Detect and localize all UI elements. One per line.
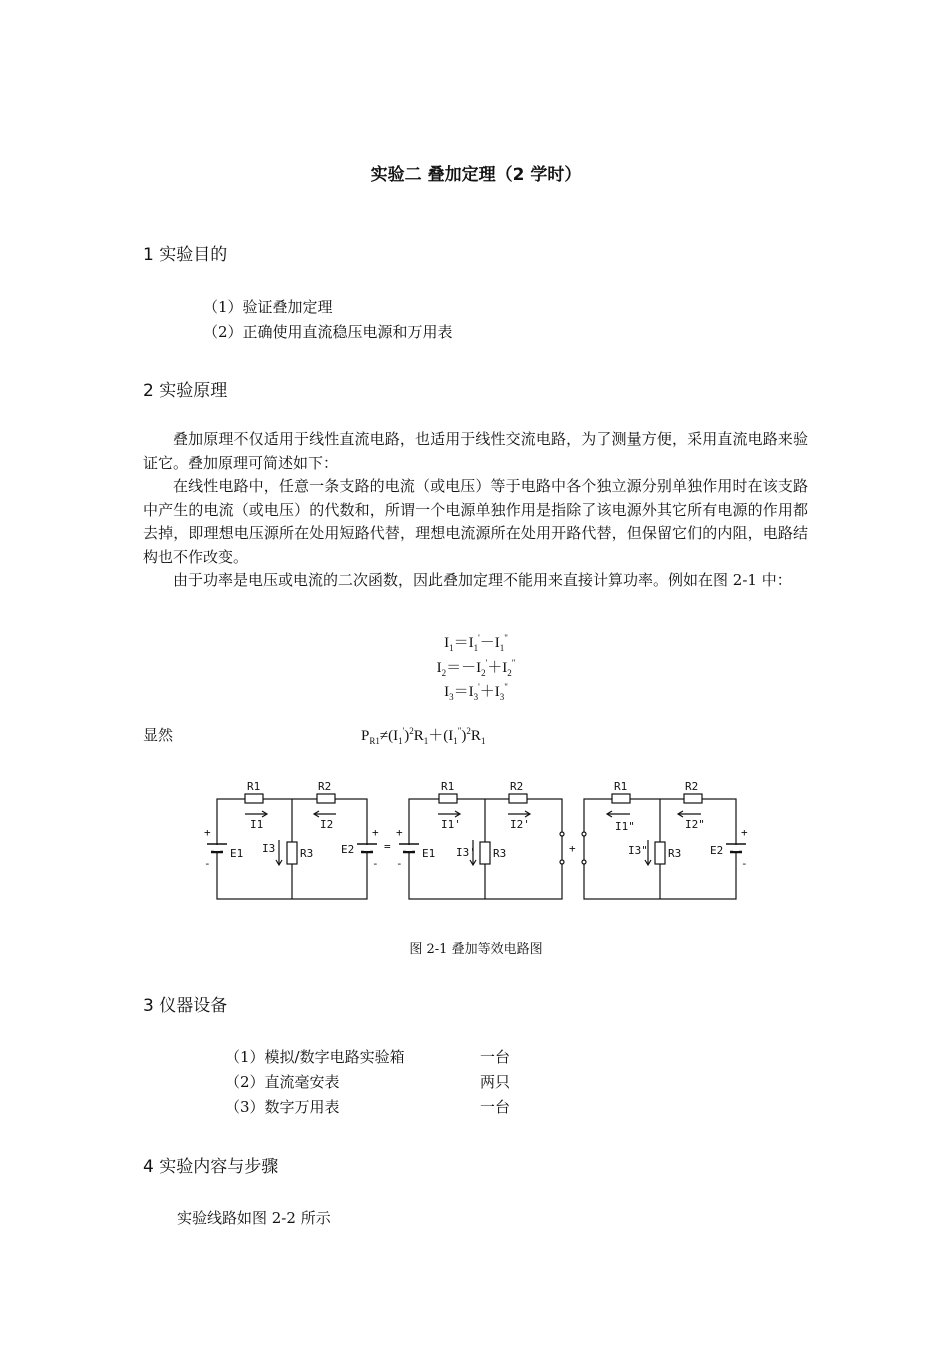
s2-paragraph-3: 由于功率是电压或电流的二次函数，因此叠加定理不能用来直接计算功率。例如在图 2-1 中： <box>173 571 792 589</box>
svg-text:-: - <box>396 857 403 870</box>
label-i2-double-prime: I2" <box>685 818 705 831</box>
svg-text:R1: R1 <box>614 780 628 793</box>
svg-text:R2: R2 <box>510 780 524 793</box>
svg-text:+: + <box>741 826 748 839</box>
s4-text: 实验线路如图 2-2 所示 <box>177 1209 331 1227</box>
circuit-e1-only <box>396 780 565 899</box>
equipment-3-qty: 一台 <box>480 1098 511 1116</box>
svg-text:E1: E1 <box>422 847 436 860</box>
s1-item-2: （2）正确使用直流稳压电源和万用表 <box>203 323 453 341</box>
svg-text:+: + <box>372 826 379 839</box>
figure-caption: 图 2-1 叠加等效电路图 <box>409 942 543 957</box>
equation-3: $I_3=I_3'+I_3^"$ <box>444 682 508 702</box>
equipment-1-name: （1）模拟/数字电路实验箱 <box>225 1048 405 1066</box>
equipment-3-name: （3）数字万用表 <box>225 1098 340 1116</box>
label-i2-prime: I2' <box>510 818 530 831</box>
svg-text:-: - <box>372 857 379 870</box>
plus-sign: + <box>569 842 576 855</box>
equipment-2-qty: 两只 <box>480 1073 511 1091</box>
section-2-heading: 2 实验原理 <box>143 381 228 401</box>
label-r2: R2 <box>318 780 332 793</box>
section-4-heading: 4 实验内容与步骤 <box>143 1157 279 1177</box>
svg-text:-: - <box>741 857 748 870</box>
label-i1-double-prime: I1" <box>615 820 635 833</box>
label-i2: I2 <box>320 818 334 831</box>
circuit-e2-only <box>581 780 748 899</box>
page-title: 实验二 叠加定理（2 学时） <box>370 165 582 185</box>
svg-text:R1: R1 <box>441 780 455 793</box>
equals-sign: = <box>384 840 391 853</box>
label-i3-double-prime: I3" <box>628 844 648 857</box>
section-1-heading: 1 实验目的 <box>143 245 228 265</box>
label-e2: E2 <box>341 843 355 856</box>
label-i1-prime: I1' <box>441 818 461 831</box>
label-i1: I1 <box>250 818 264 831</box>
section-3-heading: 3 仪器设备 <box>143 996 228 1016</box>
s1-item-1: （1）验证叠加定理 <box>203 298 333 316</box>
superposition-circuit-figure <box>190 770 760 910</box>
svg-text:-: - <box>204 857 211 870</box>
circuit-original <box>204 780 379 899</box>
svg-text:R2: R2 <box>685 780 699 793</box>
svg-text:+: + <box>396 826 403 839</box>
s2-paragraph-2: 在线性电路中，任意一条支路的电流（或电压）等于电路中各个独立源分别单独作用时在该支路中产生的电流（或电压）的代数和，所谓一个电源单独作用是指除了该电源外其它所有电源的作用都去掉，即理想电压源所在处用短路代替，理想电流源所在处用开路代替，但保留它们的内阻，电路结构也不作改变。 <box>143 477 808 566</box>
equation-1: $I_1=I_1'-I_1^"$ <box>444 633 508 653</box>
svg-text:R3: R3 <box>493 847 507 860</box>
svg-text:E2: E2 <box>710 844 724 857</box>
s2-paragraph-1: 叠加原理不仅适用于线性直流电路，也适用于线性交流电路，为了测量方便，采用直流电路来验证它。叠加原理可简述如下： <box>143 430 808 472</box>
label-i3: I3 <box>262 842 276 855</box>
label-r1: R1 <box>247 780 261 793</box>
label-e1: E1 <box>230 847 244 860</box>
label-r3: R3 <box>300 847 314 860</box>
equation-2: $I_2=-I_2'+I_2^"$ <box>436 658 516 678</box>
obviously-label: 显然 <box>143 726 174 744</box>
label-i3-prime: I3' <box>456 846 476 859</box>
s2-paragraphs <box>143 428 808 593</box>
equipment-1-qty: 一台 <box>480 1048 511 1066</box>
svg-text:+: + <box>204 826 211 839</box>
power-inequality: $P_{R1}\ne(I_1')^2R_1+(I_1^")^2R_1$ <box>361 726 486 746</box>
svg-text:R3: R3 <box>668 847 682 860</box>
equipment-2-name: （2）直流毫安表 <box>225 1073 340 1091</box>
